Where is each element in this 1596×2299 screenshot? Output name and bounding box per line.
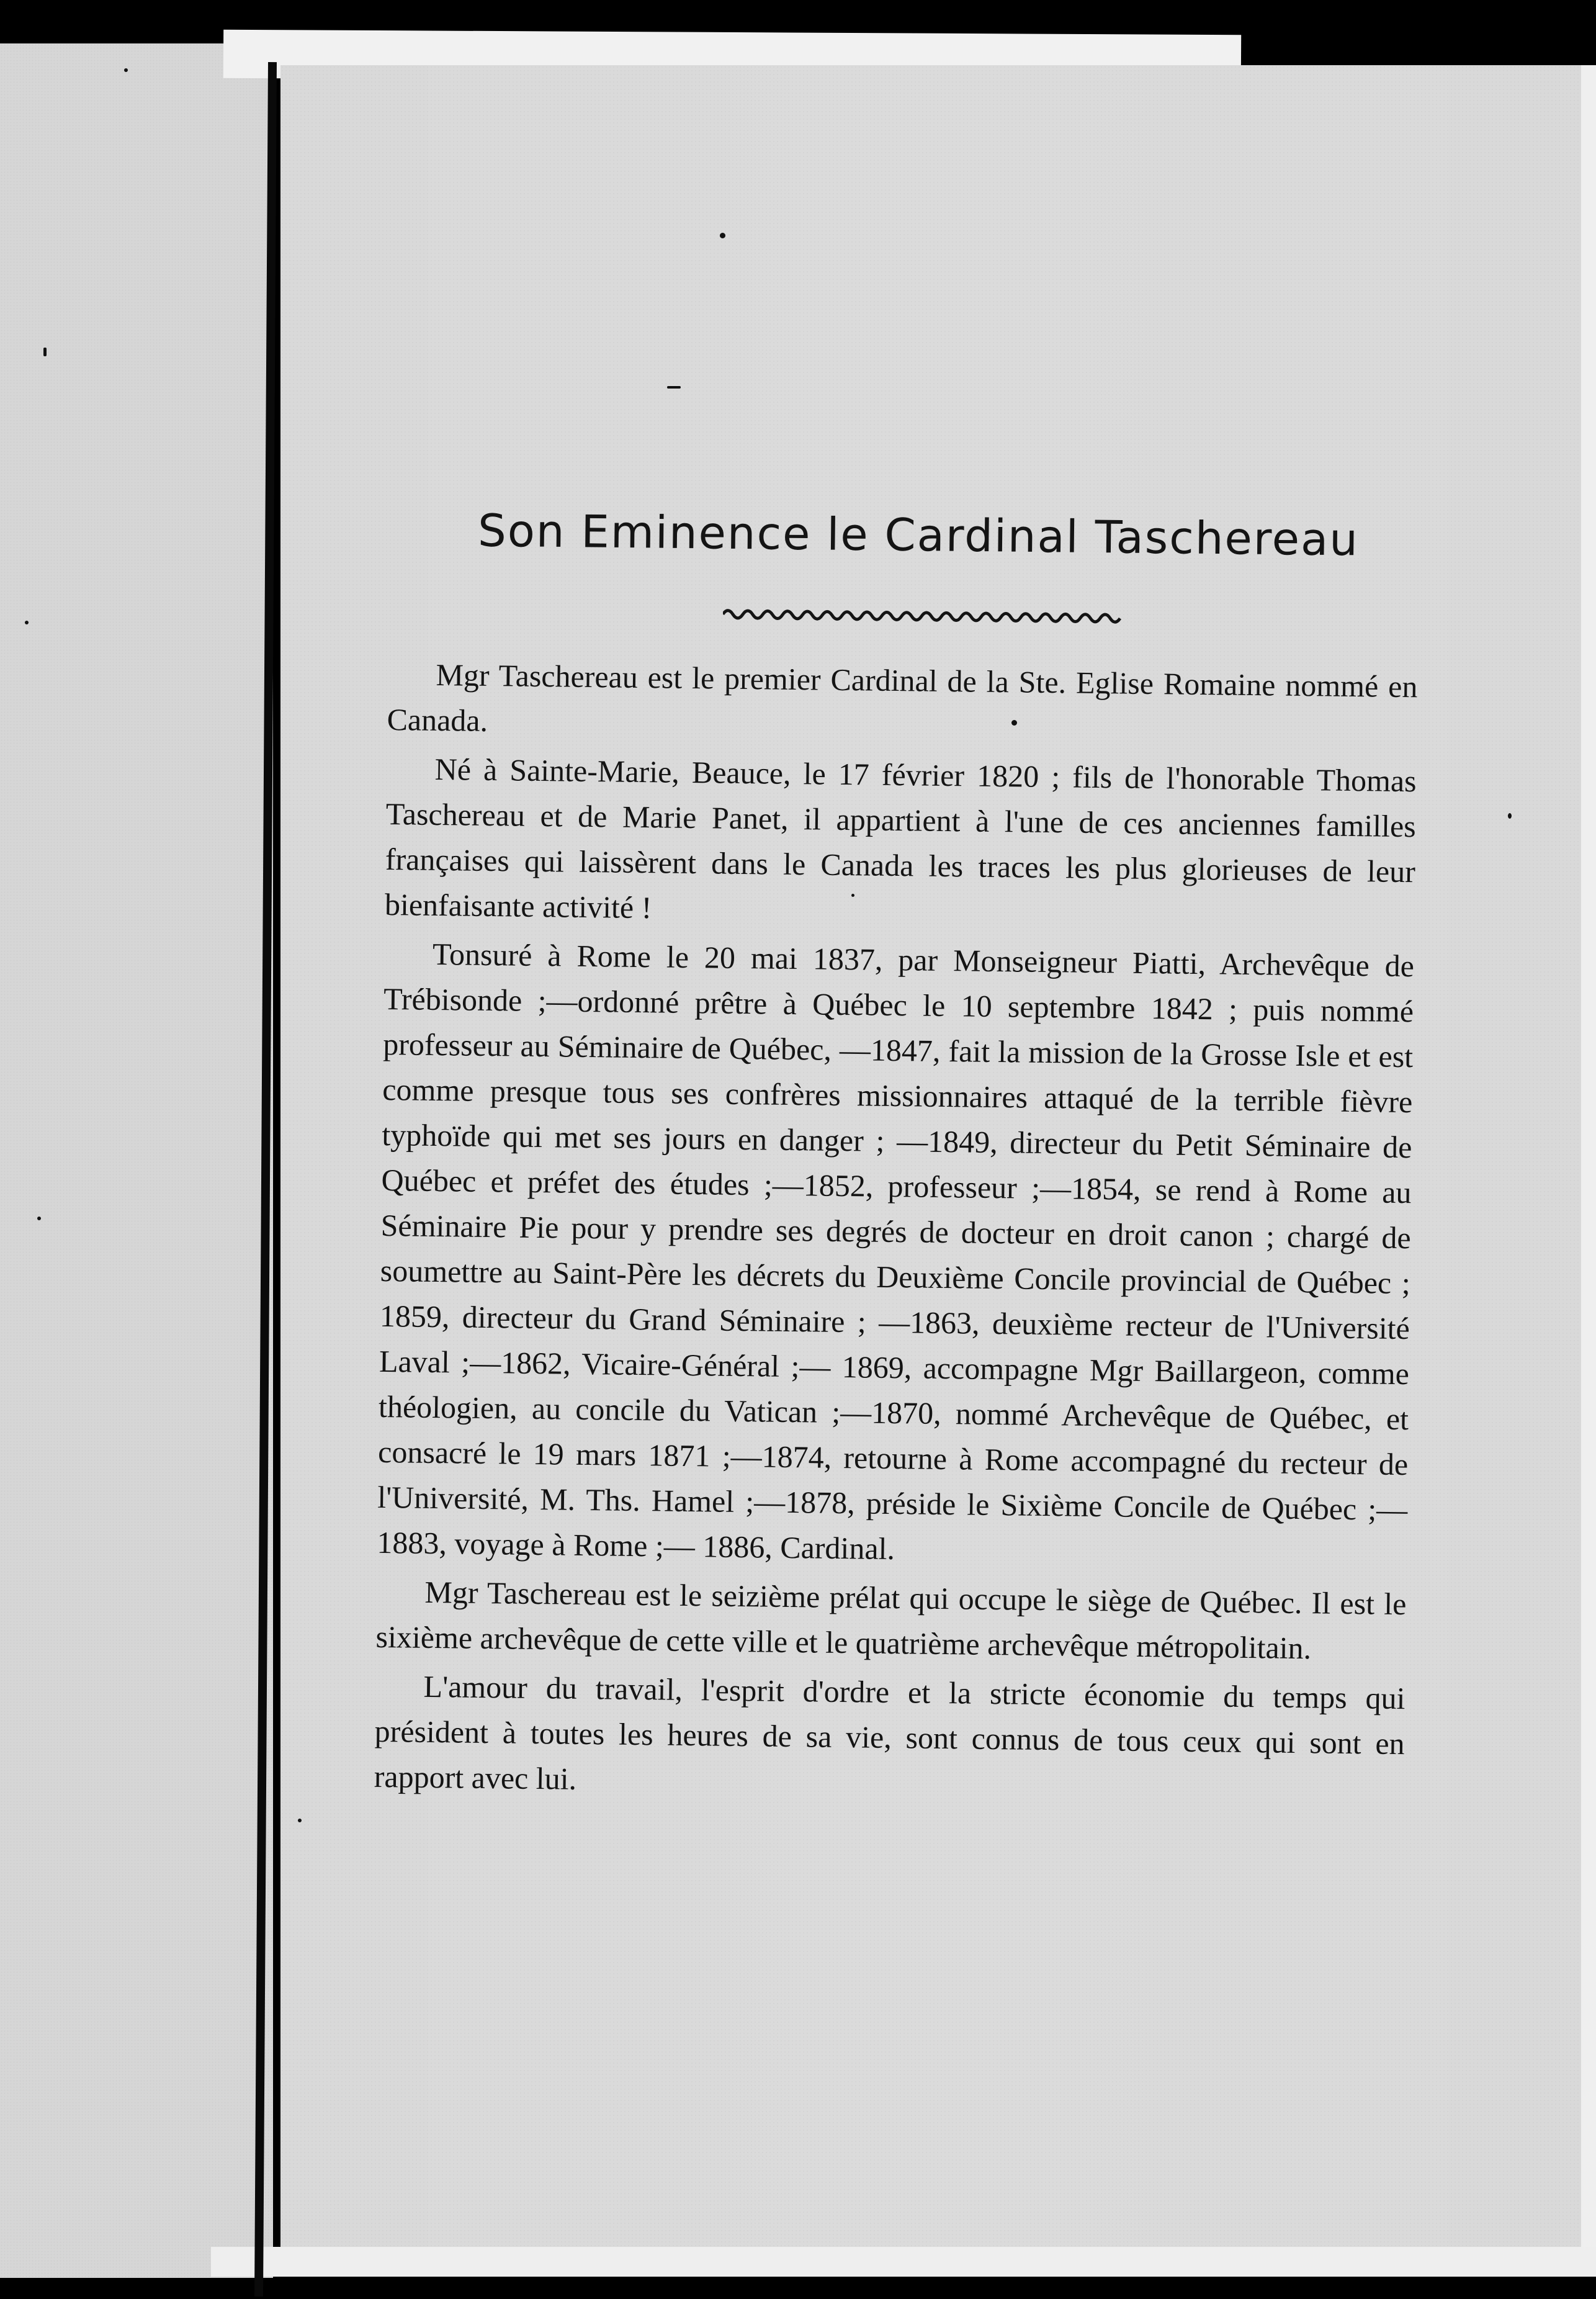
dust-speck	[25, 621, 29, 624]
left-page-edge	[0, 43, 273, 2278]
right-page-edge	[1581, 65, 1596, 2250]
dust-speck	[43, 348, 47, 356]
dust-speck	[124, 68, 128, 72]
paragraph: Né à Sainte-Marie, Beauce, le 17 février 1820 ; fils de l'honorable Thomas Taschereau et de Marie Panet, il appartient à l'une de ces anciennes familles françaises qui laissèrent dans le Canada les traces les plus glorieuses de leur bienfaisante activité !	[384, 751, 1417, 925]
body-text	[374, 652, 1418, 1815]
dust-speck	[37, 1217, 41, 1220]
wavy-rule-ornament	[723, 603, 1126, 630]
paragraph: Mgr Taschereau est le seizième prélat qui occupe le siège de Québec. Il est le sixième archevêque de cette ville et le quatrième archevêque métropolitain.	[375, 1574, 1407, 1666]
dust-speck	[720, 233, 725, 238]
page-title: Son Eminence le Cardinal Taschereau	[477, 504, 1360, 566]
bottom-page-edge	[211, 2247, 1596, 2277]
paragraph: L'amour du travail, l'esprit d'ordre et la stricte économie du temps qui président à toutes les heures de sa vie, sont connus de tous ceux qui sont en rapport avec lui.	[374, 1668, 1405, 1796]
dust-speck	[298, 1819, 302, 1822]
dust-speck	[667, 386, 681, 389]
paragraph: Tonsuré à Rome le 20 mai 1837, par Monseigneur Piatti, Archevêque de Trébisonde ;—ordonné prêtre à Québec le 10 septembre 1842 ; puis nommé professeur au Séminaire de Québec, —1847, fait la mission de la Grosse Isle et est comme presque tous ses confrères missionnaires attaqué de la terrible fièvre typhoïde qui met ses jours en danger ; —1849, directeur du Petit Séminaire de Québec et préfet des études ;—1852, professeur ;—1854, se rend à Rome au Séminaire Pie pour y prendre ses degrés de docteur en droit canon ; chargé de soumettre au Saint-Père les décrets du Deuxième Concile provincial de Québec ; 1859, directeur du Grand Séminaire ; —1863, deuxième recteur de l'Université Laval ;—1862, Vicaire-Général ;— 1869, accompagne Mgr Baillargeon, comme théologien, au concile du Vatican ;—1870, nommé Archevêque de Québec, et consacré le 19 mars 1871 ;—1874, retourne à Rome accompagné du recteur de l'Université, M. Ths. Hamel ;—1878, préside le Sixième Concile de Québec ;—1883, voyage à Rome ;— 1886, Cardinal.	[377, 936, 1415, 1567]
paragraph: Mgr Taschereau est le premier Cardinal de la Ste. Eglise Romaine nommé en Canada.	[387, 657, 1418, 738]
dust-speck	[1508, 813, 1512, 819]
